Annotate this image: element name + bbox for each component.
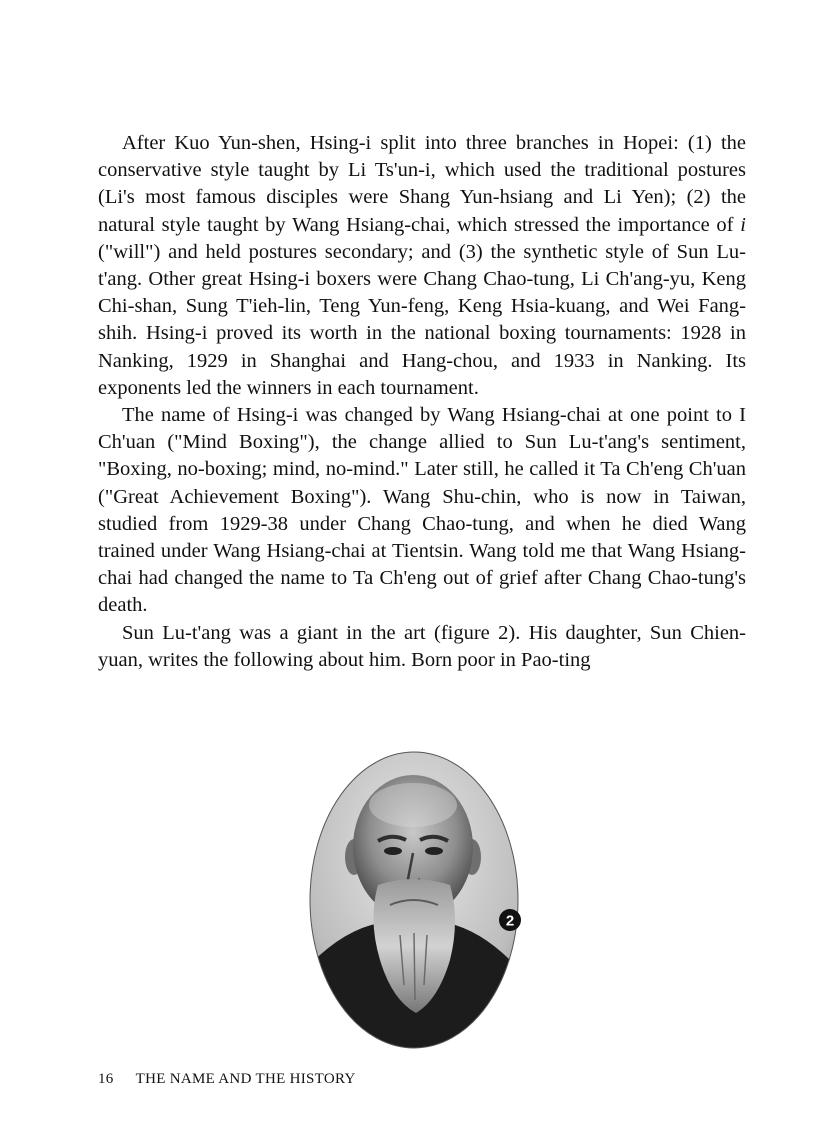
figure-number: 2 [505,912,515,930]
italic-term: i [740,213,746,236]
paragraph-2: The name of Hsing-i was changed by Wang Hsiang-chai at one point to I Ch'uan ("Mind Boxing"), the change allied to Sun Lu-t'ang's sentiment, "Boxing, no-boxing; mind, no-mind." Later still, he called it Ta Ch'eng Ch'uan ("Great Achievement Boxing"). Wang Shu-chin, who is now in Taiwan, studied from 1929-38 under Chang Chao-tung, and when he died Wang trained under Wang Hsiang-chai at Tientsin. Wang told me that Wang Hsiang-chai had changed the name to Ta Ch'eng out of grief after Chang Chao-tung's death. [98,404,746,617]
running-head: THE NAME AND THE HISTORY [135,1071,356,1087]
paragraph-1 [98,130,746,402]
paragraph-1-text-b: ("will") and held postures secondary; and (3) the synthetic style of Sun Lu-t'ang. Other great Hsing-i boxers were Chang Chao-tung, Li Ch'ang-yu, Keng Chi-shan, Sung T'ieh-lin, Teng Yun-feng, Keng Hsia-kuang, and Wei Fang-shih. Hsing-i proved its worth in the national boxing tournaments: 1928 in Nanking, 1929 in Shanghai and Hang-chou, and 1933 in Nanking. Its exponents led the winners in each tournament. [98,240,746,399]
paragraph-1-text-a: After Kuo Yun-shen, Hsing-i split into three branches in Hopei: (1) the conservative style taught by Li Ts'un-i, which used the traditional postures (Li's most famous disciples were Shang Yun-hsiang and Li Yen); (2) the natural style taught by Wang Hsiang-chai, which stressed the importance of [98,132,746,236]
figure-portrait [300,745,528,1055]
body-text [98,130,746,674]
page-number: 16 [98,1071,114,1087]
page-footer [98,1071,356,1088]
portrait-photo [300,745,528,1055]
paragraph-3: Sun Lu-t'ang was a giant in the art (figure 2). His daughter, Sun Chien-yuan, writes the following about him. Born poor in Pao-ting [98,621,746,671]
portrait-image [300,745,528,1055]
